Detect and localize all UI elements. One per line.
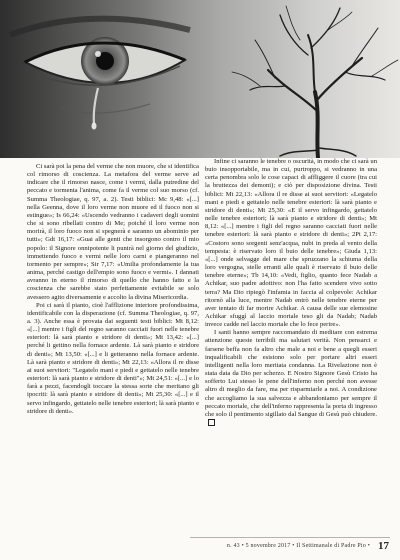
paragraph-tenebre: Infine ci saranno le tenebre o oscurità, in modo che ci sarà un buio insopportabile, ma in cui, purtroppo, si vedranno in una certa penombra solo le cose capaci di affliggere il cuore (tra cui la bruttezza dei demoni); e ciò per disposizione divina. Testi biblici: Mt 22,13: «Allora il re disse ai suoi servitori: «Legatelo mani e piedi e gettatelo nelle tenebre esteriori: là sarà pianto e stridore di denti»; Mt 25,30: «E il servo infingardo, gettatelo nelle tenebre esteriori; là sarà pianto e stridore di denti»; Mt 8,12: «[...] mentre i figli del regno saranno cacciati fuori nelle tenebre esteriori: là sarà pianto e stridore di denti»; 2Pt 2,17: «Costoro sono sorgenti senz'acqua, nubi in preda al vento della tempesta: è riservato loro il buio delle tenebre»; Giuda 1,13: «[...] onde selvagge del mare che spruzzano la schiuma della loro vergogna, stelle erranti alle quali è riservato il buio delle tenebre eterne»; Tb 14,10: «Vedi, figlio, quanto fece Nadab a Achikar, suo padre adottivo: non l'ha fatto scendere vivo sotto terra? Ma Dio ripiegò l'infamia in faccia al colpevole: Achikar ritornò alla luce, mentre Nadab entrò nelle tenebre eterne per aver tentato di far morire Achikar. A causa delle sue elemosine Achikar sfuggì al laccio mortale teso gli da Nadab; Nadab invece cadde nel laccio mortale che lo fece perire». [205, 158, 377, 329]
paragraph-verme: Ci sarà poi la pena del verme che non muore, che si identifica col rimorso di coscienza. La metafora del verme serve ad indicare che il rimorso nasce, come i vermi, dalla putredine del peccato e tormenta l'anima, come fa il verme col suo morso (cf. Summa Theologiae, q. 97, a. 2). Testi biblici: Mc 9,48: «[...] nella Geenna, dove il loro verme non muore ed il fuoco non si estingue»; Is 66,24: «Uscendo vedranno i cadaveri degli uomini che si sono ribellati contro di Me; poiché il loro verme non morirà, il loro fuoco non si spegnerà e saranno un abominio per tutti»; Gdt 16,17: «Guai alle genti che insorgono contro il mio popolo: il Signore onnipotente li punirà nel giorno del giudizio, immettendo fuoco e vermi nelle loro carni e piangeranno nel tormento per sempre»; Sir 7,17: «Umilia profondamente la tua anima, perché castigo dell'empio sono fuoco e vermi». I dannati avranno in eterno il rimorso di quello che hanno fatto e la coscienza che sarebbe stato perfettamente evitabile se solo avessero agito diversamente e accolto la divina Misericordia. [27, 163, 199, 301]
paragraph-santi-text: I santi hanno sempre raccomandato di meditare con estrema attenzione queste terribili ma salutari verità. Non pensarci e farsene beffa non fa altro che male a noi e bene a quegli esseri inqualificabili che esistono solo per portare altri esseri intelligenti nella loro meritata condanna. La Rivelazione non è stata data da Dio per scherzo. E Nostro Signore Gesù Cristo ha sofferto Lui stesso le pene dell'inferno non perché non avesse altro di meglio da fare, ma per risparmiarle a noi. A condizione che accogliamo la sua salvezza e abbandoniamo per sempre il peccato mortale, che dell'inferno rappresenta la porta di ingresso che solo il pentimento sigillato dal Sangue di Gesù può chiudere. [205, 329, 377, 418]
paragraph-santi [205, 329, 377, 427]
right-column [205, 158, 377, 427]
issue-reference: n. 43 • 5 novembre 2017 • Il Settimanale di Padre Pio • [226, 543, 370, 549]
end-of-article-mark [208, 419, 215, 426]
page-footer [0, 537, 400, 560]
eye-and-tree-illustration [0, 0, 400, 158]
header-photo-eye-tree [0, 0, 400, 158]
left-column [27, 158, 199, 416]
page-number: 17 [378, 540, 389, 552]
paragraph-pianto: Poi ci sarà il pianto, cioè l'afflizione interiore profondissima, identificabile con la disperazione (cf. Summa Theologiae, q. 97, a. 3). Anche essa è provata dai seguenti testi biblici: Mt 8,12: «[...] mentre i figli del regno saranno cacciati fuori nelle tenebre esteriori: là sarà pianto e stridore di denti»; Mt 13,42: «[...] perché li gettino nella fornace ardente. Là sarà pianto e stridore di denti»; Mt 13,50: «[...] e li getteranno nella fornace ardente. Là sarà pianto e stridore di denti»; Mt 22,13: «Allora il re disse ai suoi servitori: "Legatelo mani e piedi e gettatelo nelle tenebre esteriori: là sarà pianto e stridore di denti"»; Mt 24,51: «[...] e lo farà a pezzi, facendogli toccare la stessa sorte che meritano gli ipocriti: là sarà pianto e stridore di denti»; Mt 25,30: «[...] e il servo infingardo, gettatelo nelle tenebre esteriori; là sarà pianto e stridore di denti». [27, 301, 199, 415]
footer-rule [190, 537, 390, 538]
